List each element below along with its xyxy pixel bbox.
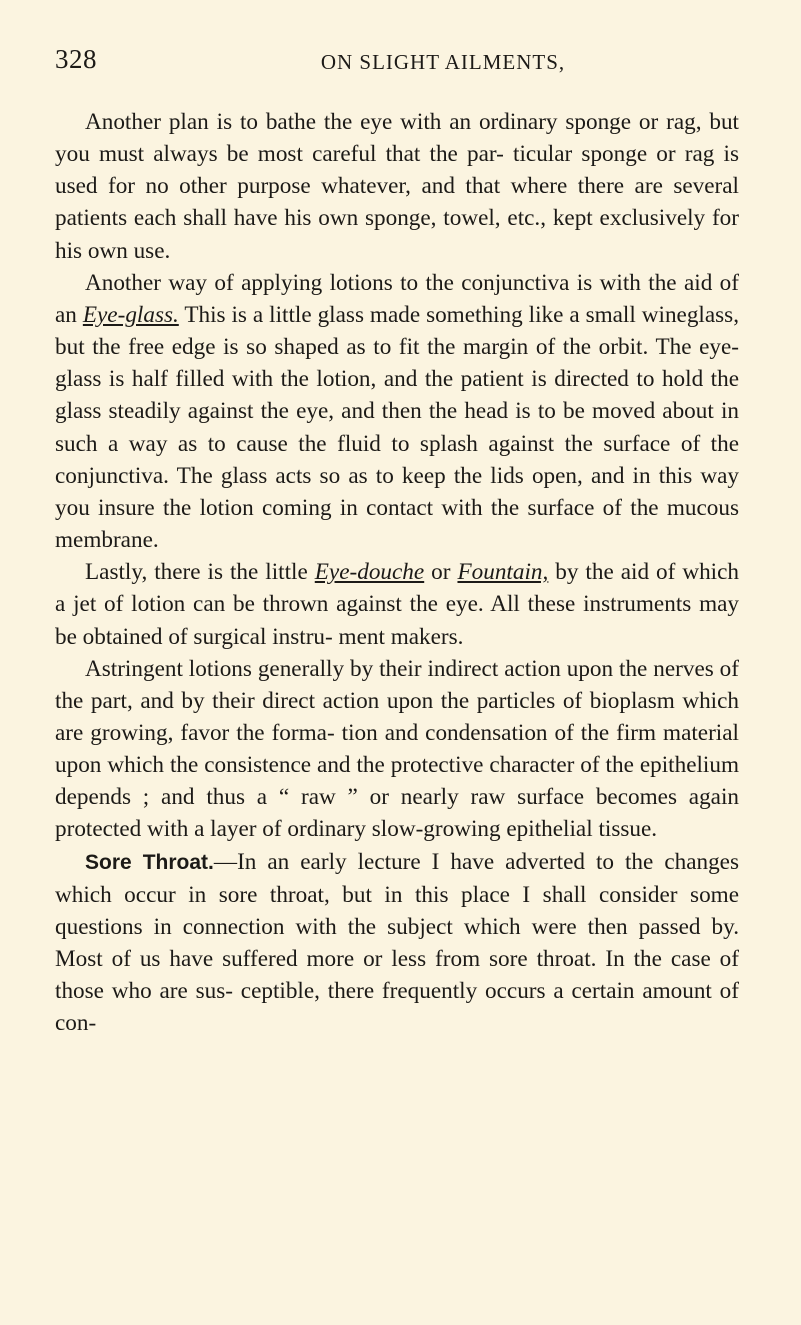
body-text [55, 106, 739, 1040]
page-header [55, 44, 741, 88]
paragraph-sore-throat [55, 846, 739, 1040]
running-head: ON SLIGHT AILMENTS, [320, 50, 566, 74]
paragraph-text: or [424, 559, 458, 586]
paragraph-eye-glass [55, 267, 739, 556]
paragraph-sponge [55, 106, 739, 267]
paragraph-eye-douche [55, 556, 739, 652]
paragraph-text: Lastly, there is the little [85, 559, 315, 586]
paragraph-text: —In an early lecture I have adverted to the changes which occur in sore throat, but in this place I shall consider some questions in connection with the subject which were then passed by. Most of us have suffered more or less from sore throat. In the case of those who are sus- ceptible, there frequently occurs a certain amount of con- [55, 848, 739, 1037]
paragraph-text: This is a little glass made something like a small wineglass, but the free edge is so shaped as to fit the margin of the orbit. The eye-glass is half filled with the lotion, and the patient is directed to hold the glass steadily against the eye, and then the head is to be moved about in such a way as to cause the fluid to splash against the surface of the conjunctiva. The glass acts so as to keep the lids open, and in this way you insure the lotion coming in contact with the surface of the mucous membrane. [55, 301, 740, 554]
term-fountain: Fountain, [457, 559, 549, 586]
section-heading-sore-throat: Sore Throat. [85, 850, 214, 874]
paragraph-text: by the aid of which a jet of lotion can be thrown against the eye. All these instruments may be obtained of surgical instru- ment makers. [55, 559, 739, 650]
paragraph-text: Another plan is to bathe the eye with an ordinary sponge or rag, but you must always be most careful that the par- ticular sponge or rag is used for no other purpose whatever, and that where there are several patients each shall have his own sponge, towel, etc., kept exclusively for his own use. [55, 109, 739, 264]
paragraph-text: Astringent lotions generally by their indirect action upon the nerves of the part, and by their direct action upon the particles of bioplasm which are growing, favor the forma- tion and condensation of the firm material upon which the consistence and the protective character of the epithelium depends ; and thus a “ raw ” or nearly raw surface becomes again protected with a layer of ordinary slow-growing epithelial tissue. [55, 655, 739, 843]
term-eye-douche: Eye-douche [314, 559, 425, 586]
term-eye-glass: Eye-glass. [82, 301, 179, 328]
paragraph-text: Another way of applying lotions to the conjunctiva is with the aid of an [55, 269, 739, 328]
paragraph-astringent [55, 653, 739, 846]
page-number: 328 [55, 44, 97, 74]
